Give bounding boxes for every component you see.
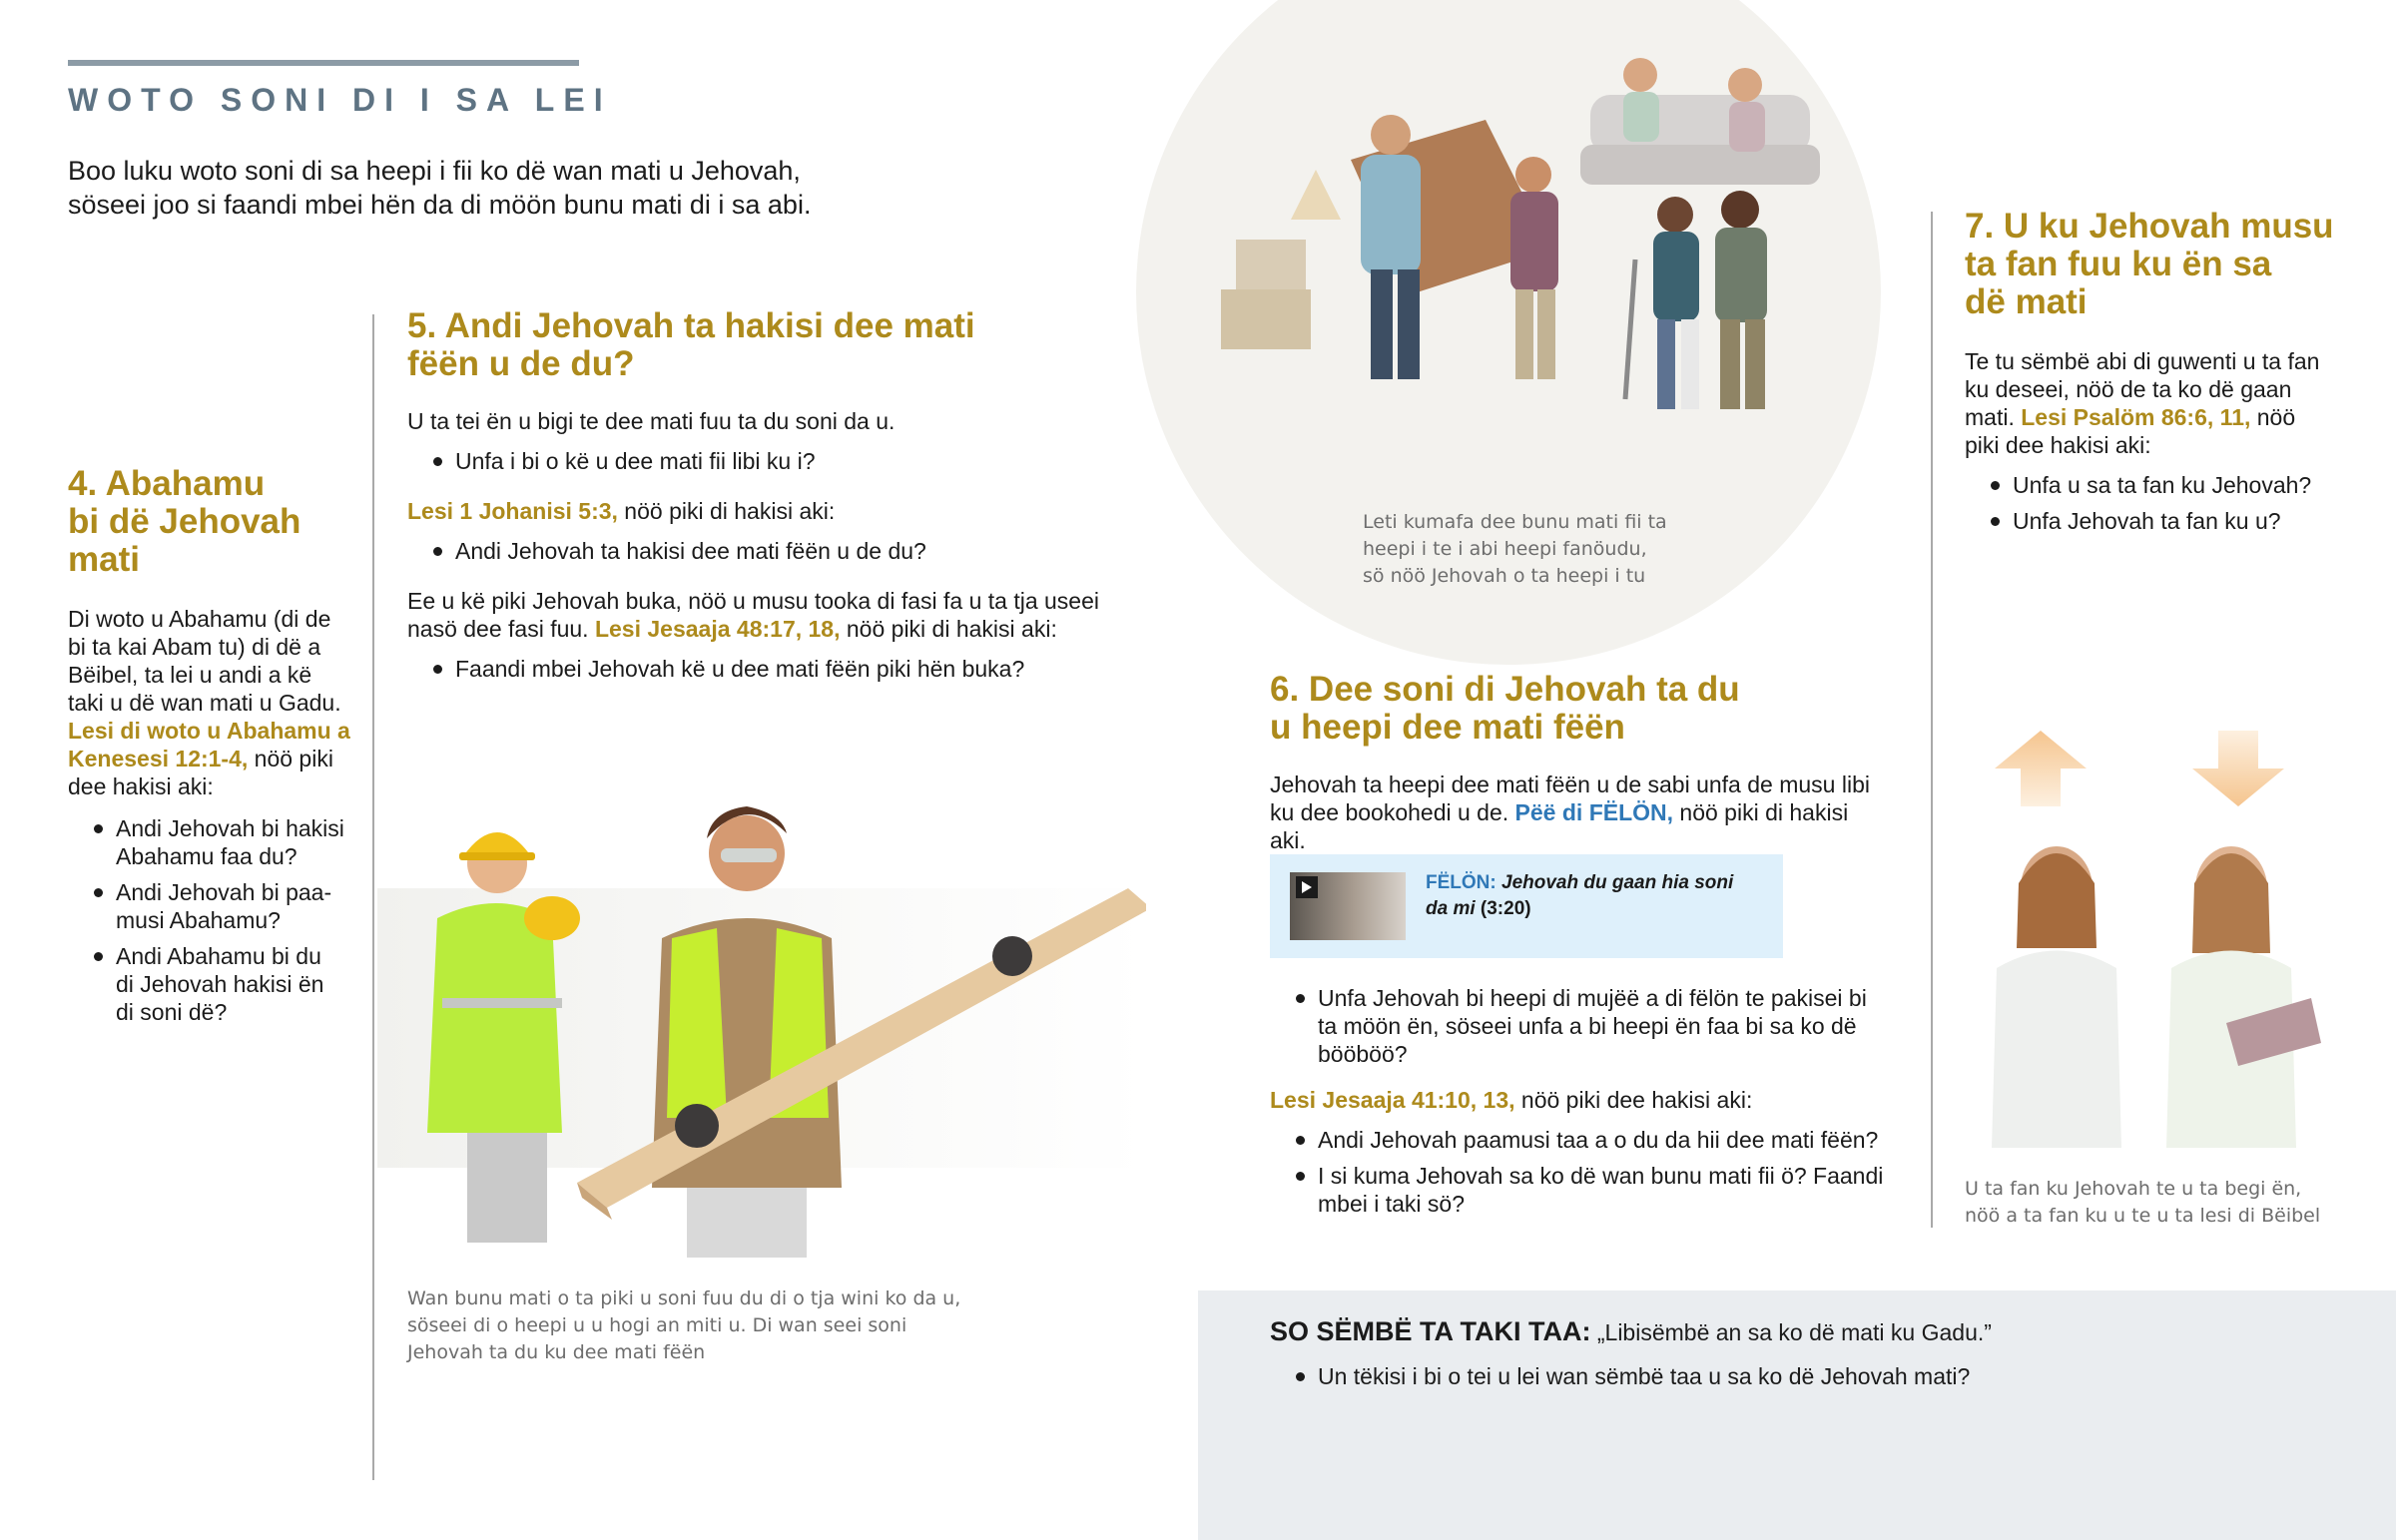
question-item [68, 814, 357, 870]
image-caption [1965, 1176, 2374, 1230]
question-text: Unfa u sa ta fan ku Jehovah? [2013, 472, 2312, 498]
arrow-down-icon [2192, 731, 2284, 806]
question-line: Andi Abahamu bi du [116, 943, 321, 969]
scripture-reference[interactable]: Lesi 1 Johanisi 5:3, [407, 498, 618, 524]
title-line: 7. U ku Jehovah musu [1965, 207, 2334, 246]
question-item [1270, 1162, 1899, 1218]
read-instruction [407, 497, 1126, 525]
body-text: nöö piki di hakisi aki: [840, 616, 1057, 642]
body-line: taki u dë wan mati u Gadu. [68, 690, 341, 716]
body-line: Jehovah ta heepi dee mati fëën u de sabi unfa de musu libi [1270, 771, 1870, 797]
title-line: 5. Andi Jehovah ta hakisi dee mati [407, 306, 975, 345]
intro-text [68, 154, 966, 222]
bullet-icon [1296, 1136, 1305, 1145]
body-line: mati. [1965, 404, 2022, 430]
section-6-questions [1270, 984, 1899, 1226]
section-4-body [68, 605, 357, 800]
video-title-line: Jehovah du gaan hia soni [1501, 872, 1734, 893]
body-line: nasö dee fasi fuu. [407, 616, 595, 642]
question-text: Unfa i bi o kë u dee mati fii libi ku i? [455, 448, 816, 474]
intro-line: Boo luku woto soni di sa heepi i fii ko dë wan mati u Jehovah, [68, 156, 801, 186]
scripture-reference[interactable]: Lesi di woto u Abahamu a [68, 718, 350, 744]
body-line: bi ta kai Abam tu) di dë a [68, 634, 321, 660]
question-item [1270, 984, 1899, 1068]
caption-line: U ta fan ku Jehovah te u ta begi ën, [1965, 1178, 2302, 1200]
scripture-reference[interactable]: Lesi Jesaaja 41:10, 13, [1270, 1087, 1515, 1113]
question-item [68, 942, 357, 1026]
body-line: Ee u kë piki Jehovah buka, nöö u musu tooka di fasi fa u ta tja useei [407, 588, 1099, 614]
scripture-reference[interactable]: Lesi Psalöm 86:6, 11, [2021, 404, 2251, 430]
question-item [407, 655, 1126, 683]
construction-workers-illustration [377, 788, 1146, 1268]
bullet-icon [1991, 517, 2000, 526]
body-line: ku dee bookohedi u de. [1270, 799, 1515, 825]
objection-label: SO SËMBË TA TAKI TAA: [1270, 1316, 1591, 1346]
question-line: mbei i taki sö? [1318, 1191, 1466, 1217]
column-divider [1931, 212, 1933, 1228]
objection-statement [1270, 1316, 1992, 1347]
question-text: Faandi mbei Jehovah kë u dee mati fëën piki hën buka? [455, 656, 1025, 682]
question-line: Andi Jehovah bi hakisi [116, 815, 344, 841]
question-text: Andi Jehovah paamusi taa a o du da hii dee mati fëën? [1318, 1127, 1879, 1153]
bullet-icon [433, 547, 442, 556]
page-title: WOTO SONI DI I SA LEI [68, 82, 612, 118]
question-item [407, 447, 1126, 475]
caption-line: Jehovah ta du ku dee mati fëën [407, 1341, 706, 1363]
title-line: u heepi dee mati fëën [1270, 708, 1625, 747]
body-line: Te tu sëmbë abi di guwenti u ta fan [1965, 348, 2320, 374]
question-item [1965, 471, 2364, 499]
bullet-icon [94, 888, 103, 897]
image-caption [407, 1285, 1126, 1366]
video-thumbnail[interactable] [1290, 872, 1406, 940]
play-triangle-icon [1302, 881, 1312, 893]
caption-line: söseei di o heepi u u hogi an miti u. Di wan seei soni [407, 1314, 907, 1336]
bullet-icon [1296, 994, 1305, 1003]
bullet-icon [94, 952, 103, 961]
section-5-intro: U ta tei ën u bigi te dee mati fuu ta du soni da u. [407, 408, 896, 434]
question-item [1965, 507, 2364, 535]
caption-line: nöö a ta fan ku u te u ta lesi di Bëibel [1965, 1205, 2321, 1227]
objection-quote: „Libisëmbë an sa ko dë mati ku Gadu.” [1590, 1319, 1992, 1345]
video-label: FËLÖN: [1426, 872, 1497, 893]
bullet-icon [1991, 481, 2000, 490]
question-line: musi Abahamu? [116, 907, 281, 933]
question-line: Abahamu faa du? [116, 843, 298, 869]
section-7-body [1965, 347, 2364, 459]
section-7-title [1965, 208, 2364, 321]
header-rule [68, 60, 579, 66]
body-text: nöö piki di hakisi aki: [617, 498, 836, 524]
intro-line: söseei joo si faandi mbei hën da di möön bunu mati di i sa abi. [68, 190, 812, 220]
question-line: bööböö? [1318, 1041, 1408, 1067]
question-text: Un tëkisi i bi o tei u lei wan sëmbë taa u sa ko dë Jehovah mati? [1318, 1363, 1971, 1389]
video-title[interactable] [1426, 870, 1765, 922]
body-text: nöö piki [248, 746, 333, 771]
question-text: Andi Jehovah ta hakisi dee mati fëën u de du? [455, 538, 926, 564]
scripture-reference[interactable]: Kenesesi 12:1-4, [68, 746, 249, 771]
body-text: nöö piki di hakisi aki. [1270, 799, 1849, 853]
bullet-icon [1296, 1172, 1305, 1181]
image-caption [1363, 509, 1702, 590]
title-line: 4. Abahamu [68, 464, 266, 503]
video-box[interactable] [1270, 854, 1783, 958]
video-duration: (3:20) [1480, 898, 1531, 919]
section-5 [407, 307, 1126, 691]
question-item [68, 878, 357, 934]
video-link[interactable]: Pëë di FËLÖN, [1514, 799, 1674, 825]
title-line: 6. Dee soni di Jehovah ta du [1270, 670, 1740, 709]
title-line: dë mati [1965, 282, 2088, 321]
question-line: I si kuma Jehovah sa ko dë wan bunu mati fii ö? Faandi [1318, 1163, 1884, 1189]
caption-line: sö nöö Jehovah o ta heepi i tu [1363, 565, 1646, 587]
question-line: di Jehovah hakisi ën [116, 971, 324, 997]
question-line: di soni dë? [116, 999, 228, 1025]
section-6-paragraph [1270, 770, 1889, 854]
body-text: nöö piki dee hakisi aki: [1514, 1087, 1753, 1113]
section-4 [68, 465, 357, 1034]
body-line: Bëibel, ta lei u andi a kë [68, 662, 312, 688]
question-line: Andi Jehovah bi paa- [116, 879, 332, 905]
bullet-icon [433, 665, 442, 674]
question-item [1270, 1362, 2268, 1390]
caption-line: heepi i te i abi heepi fanöudu, [1363, 538, 1647, 560]
body-text: nöö [2250, 404, 2296, 430]
read-instruction [1270, 1086, 1899, 1114]
section-6 [1270, 671, 1889, 854]
section-4-title [68, 465, 357, 579]
section-7 [1965, 208, 2364, 543]
arrow-up-icon [1995, 731, 2087, 806]
question-item [407, 537, 1126, 565]
body-line: Di woto u Abahamu (di de [68, 606, 331, 632]
section-5-title [407, 307, 1126, 383]
bullet-icon [94, 824, 103, 833]
section-6-title [1270, 671, 1889, 747]
body-line: piki dee hakisi aki: [1965, 432, 2151, 458]
video-title-line: da mi [1426, 898, 1476, 919]
section-5-paragraph [407, 587, 1126, 643]
body-text: dee hakisi aki: [68, 773, 214, 799]
caption-line: Wan bunu mati o ta piki u soni fuu du di o tja wini ko da u, [407, 1287, 961, 1309]
bullet-icon [1296, 1372, 1305, 1381]
title-line: bi dë Jehovah [68, 502, 301, 541]
column-divider [372, 314, 374, 1480]
bullet-icon [433, 457, 442, 466]
question-line: ta möön ën, söseei unfa a bi heepi ën faa bi sa ko dë [1318, 1013, 1857, 1039]
objection-box [1198, 1290, 2396, 1540]
prayer-reading-illustration [1977, 719, 2356, 1158]
scripture-reference[interactable]: Lesi Jesaaja 48:17, 18, [594, 616, 841, 642]
body-line: ku deseei, nöö de ta ko dë gaan [1965, 376, 2292, 402]
title-line: mati [68, 540, 140, 579]
title-line: ta fan fuu ku ën sa [1965, 245, 2272, 283]
question-item [1270, 1126, 1899, 1154]
caption-line: Leti kumafa dee bunu mati fii ta [1363, 511, 1667, 533]
title-line: fëën u de du? [407, 344, 635, 383]
question-text: Unfa Jehovah ta fan ku u? [2013, 508, 2281, 534]
question-line: Unfa Jehovah bi heepi di mujëë a di fëlön te pakisei bi [1318, 985, 1867, 1011]
